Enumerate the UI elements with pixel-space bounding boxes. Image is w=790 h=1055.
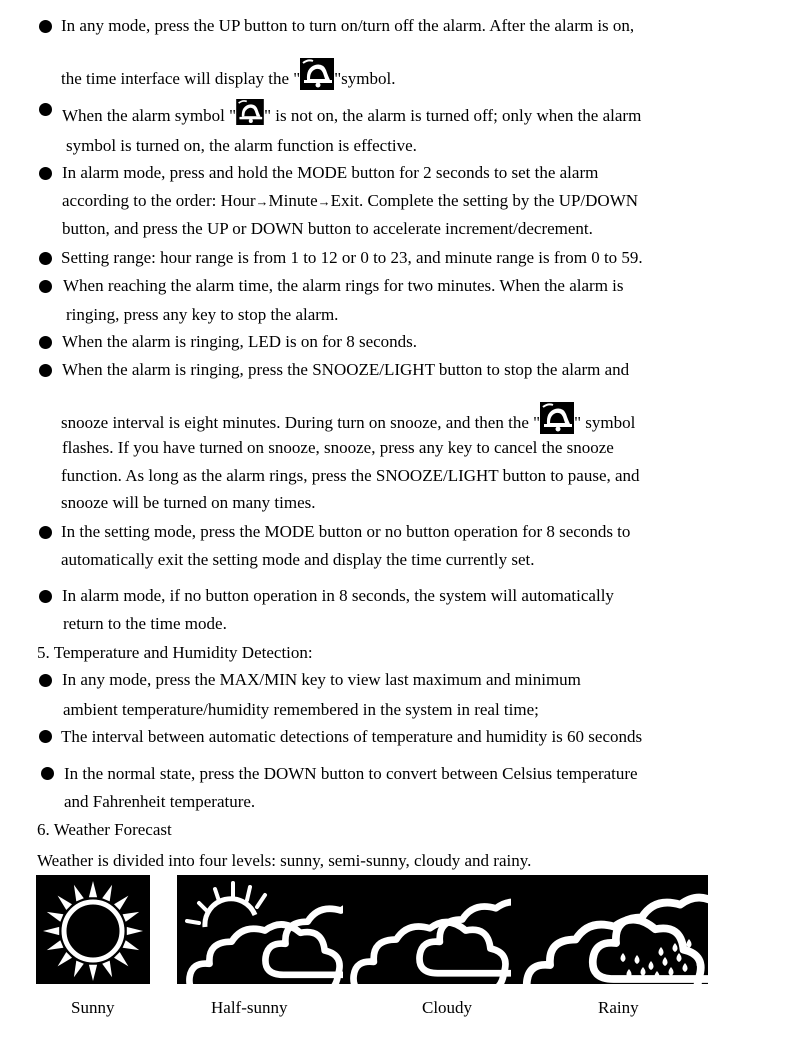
- sun-ray: [89, 965, 97, 981]
- rain-drop: [669, 967, 674, 976]
- text-line: symbol is turned on, the alarm function is effective.: [66, 136, 417, 155]
- rain-drop: [641, 967, 646, 976]
- section-heading: 6. Weather Forecast: [37, 820, 172, 839]
- text-line: In the normal state, press the DOWN button to convert between Celsius temperature: [64, 764, 638, 783]
- weather-caption: Sunny: [71, 998, 115, 1017]
- bullet: [39, 364, 52, 377]
- arrow-icon: →: [317, 194, 331, 209]
- text-line: button, and press the UP or DOWN button to accelerate increment/decrement.: [62, 219, 593, 238]
- text-line: The interval between automatic detections of temperature and humidity is 60 seconds: [61, 727, 643, 746]
- half-sunny-icon: [177, 875, 343, 984]
- text-segment: Minute: [268, 191, 318, 210]
- text-line: function. As long as the alarm rings, press the SNOOZE/LIGHT button to pause, and: [61, 466, 640, 485]
- text-segment: according to the order: Hour: [62, 191, 256, 210]
- bullet: [39, 590, 52, 603]
- sun-ray: [123, 940, 140, 950]
- text-line: [62, 99, 641, 126]
- sun-ray: [123, 912, 140, 922]
- text-line: [62, 191, 638, 212]
- arrow-icon: →: [255, 194, 269, 209]
- text-segment: " symbol: [574, 413, 636, 432]
- text-segment: snooze interval is eight minutes. During turn on snooze, and then the ": [61, 413, 541, 432]
- bullet: [39, 730, 52, 743]
- text-segment: "symbol.: [334, 69, 396, 88]
- sun-ray: [47, 912, 64, 922]
- text-line: snooze will be turned on many times.: [61, 493, 316, 512]
- rain-drop: [673, 943, 678, 952]
- text-segment: When the alarm symbol ": [62, 106, 237, 125]
- text-segment: the time interface will display the ": [61, 69, 301, 88]
- sun-ray: [58, 896, 72, 910]
- rain-drop: [687, 939, 692, 948]
- text-line: In the setting mode, press the MODE button or no button operation for 8 seconds to: [61, 522, 631, 541]
- weather-caption: Cloudy: [422, 998, 473, 1017]
- text-line: In alarm mode, press and hold the MODE button for 2 seconds to set the alarm: [62, 163, 599, 182]
- text-line: automatically exit the setting mode and display the time currently set.: [61, 550, 535, 569]
- sun-ray: [47, 940, 64, 950]
- text-line: return to the time mode.: [63, 614, 227, 633]
- bullet: [39, 674, 52, 687]
- text-line: In any mode, press the MAX/MIN key to view last maximum and minimum: [62, 670, 581, 689]
- rain-drop: [677, 953, 682, 962]
- text-line: and Fahrenheit temperature.: [64, 792, 256, 811]
- text-line: [61, 402, 635, 434]
- rainy-icon: [511, 875, 708, 984]
- sun-ray: [102, 961, 112, 978]
- alarm-bell-icon: [540, 402, 574, 434]
- bullet: [39, 336, 52, 349]
- bullet: [39, 252, 52, 265]
- section-heading: 5. Temperature and Humidity Detection:: [37, 643, 313, 662]
- alarm-bell-icon: [236, 99, 264, 125]
- sun-ray: [58, 952, 72, 966]
- bullet: [39, 20, 52, 33]
- rain-drop: [659, 947, 664, 956]
- sun-ray: [127, 927, 143, 935]
- rain-drop: [635, 955, 640, 964]
- text-line: flashes. If you have turned on snooze, snooze, press any key to cancel the snooze: [62, 438, 614, 457]
- text-line: When the alarm is ringing, LED is on for 8 seconds.: [62, 332, 418, 351]
- sun-ray: [43, 927, 59, 935]
- text-line: ambient temperature/humidity remembered in the system in real time;: [63, 700, 539, 719]
- text-line: Weather is divided into four levels: sunny, semi-sunny, cloudy and rainy.: [37, 851, 532, 870]
- text-segment: Exit. Complete the setting by the UP/DOWN: [330, 191, 639, 210]
- sun-ray: [89, 881, 97, 897]
- sun-ray: [114, 896, 128, 910]
- text-line: When reaching the alarm time, the alarm rings for two minutes. When the alarm is: [63, 276, 624, 295]
- rain-drop: [621, 953, 626, 962]
- text-line: [61, 58, 395, 90]
- text-line: Setting range: hour range is from 1 to 12 or 0 to 23, and minute range is from 0 to 59.: [61, 248, 643, 267]
- sunny-icon: [36, 875, 150, 984]
- rain-drop: [683, 963, 688, 972]
- sun-ray: [74, 961, 84, 978]
- bullet: [39, 103, 52, 116]
- weather-caption: Half-sunny: [211, 998, 288, 1017]
- text-line: In alarm mode, if no button operation in 8 seconds, the system will automatically: [62, 586, 614, 605]
- text-line: In any mode, press the UP button to turn on/turn off the alarm. After the alarm is on,: [61, 16, 635, 35]
- bullet: [39, 526, 52, 539]
- alarm-bell-icon: [300, 58, 334, 90]
- text-line: When the alarm is ringing, press the SNOOZE/LIGHT button to stop the alarm and: [62, 360, 630, 379]
- rain-drop: [663, 957, 668, 966]
- text-segment: " is not on, the alarm is turned off; only when the alarm: [264, 106, 642, 125]
- bullet: [39, 167, 52, 180]
- bullet: [39, 280, 52, 293]
- bullet: [41, 767, 54, 780]
- weather-caption: Rainy: [598, 998, 639, 1017]
- text-line: ringing, press any key to stop the alarm.: [66, 305, 339, 324]
- sun-ray: [74, 885, 84, 902]
- sun-ray: [114, 952, 128, 966]
- rain-drop: [649, 961, 654, 970]
- sun-ray: [102, 885, 112, 902]
- cloudy-icon: [343, 875, 511, 984]
